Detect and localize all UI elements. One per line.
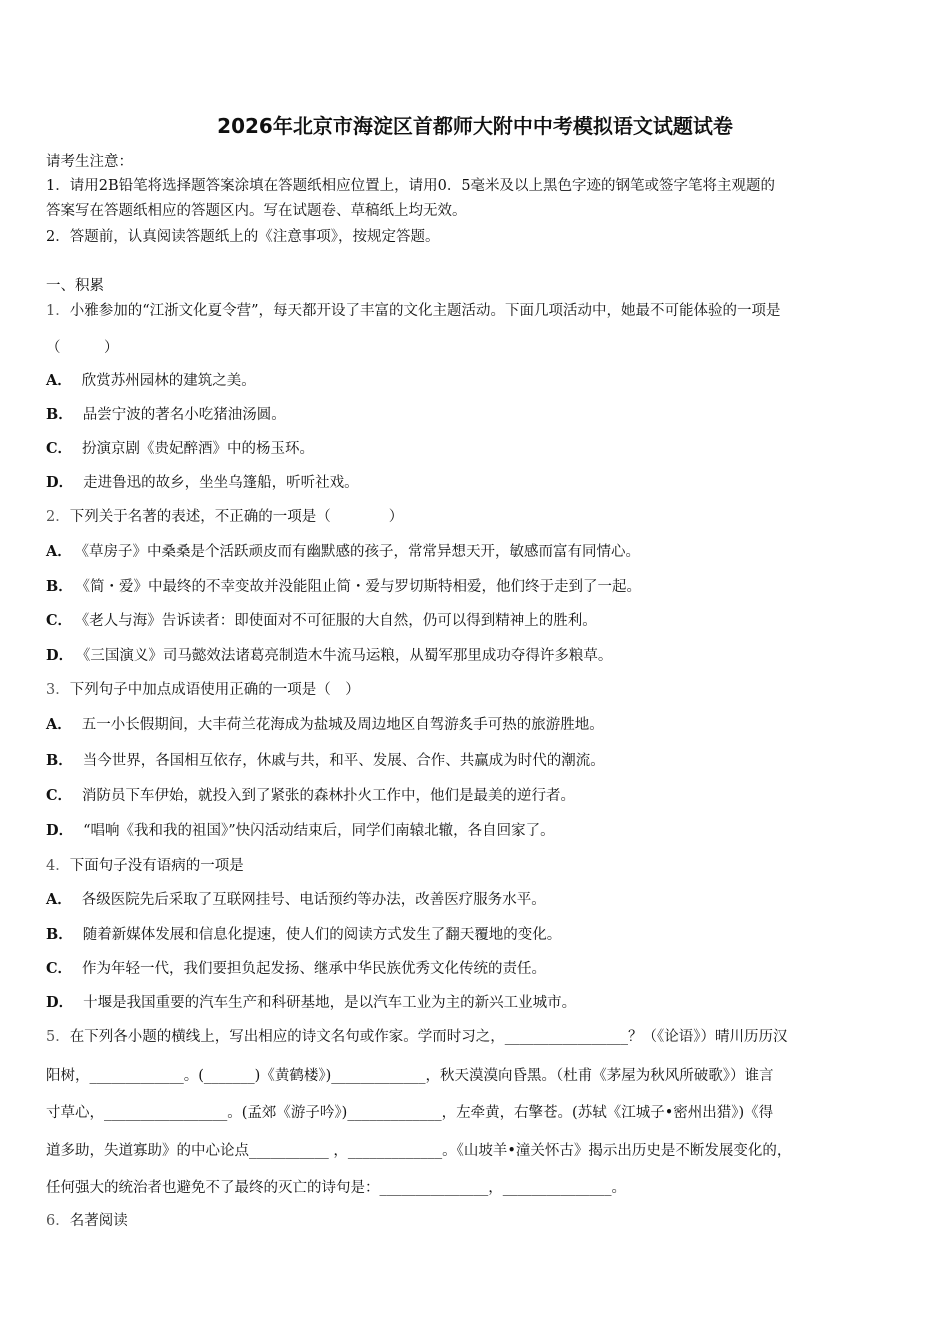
option-text: 作为年轻一代，我们要担负起发扬、继承中华民族优秀文化传统的责任。 [82, 961, 547, 977]
option-b [46, 576, 641, 598]
option-text: 五一小长假期间，大丰荷兰花海成为盐城及周边地区自驾游炙手可热的旅游胜地。 [81, 717, 604, 733]
option-text: 消防员下车伊始，就投入到了紧张的森林扑火工作中，他们是最美的逆行者。 [82, 788, 576, 804]
answer-paren: （ ） [46, 340, 119, 356]
question-stem: 名著阅读 [69, 1213, 128, 1229]
option-letter: A． [46, 891, 72, 908]
question-6 [46, 1210, 128, 1232]
option-letter: B． [46, 926, 73, 943]
question-5-line-2: 阳树，_____________。(_______)《黄鹤楼》)_____________，秋天漠漠向昏黑。（杜甫《茅屋为秋风所破歌》）谁言 [46, 1068, 774, 1084]
option-a [46, 714, 604, 736]
section-heading: 一、积累 [46, 278, 104, 294]
option-letter: C． [46, 960, 73, 977]
option-text: 《老人与海》告诉读者：即使面对不可征服的大自然，仍可以得到精神上的胜利。 [82, 613, 597, 629]
option-d [46, 820, 555, 842]
option-d [46, 472, 359, 494]
option-c [46, 438, 314, 460]
option-text: 《三国演义》司马懿效法诸葛亮制造木牛流马运粮，从蜀军那里成功夺得许多粮草。 [83, 648, 613, 664]
option-d [46, 645, 612, 667]
option-c [46, 610, 597, 632]
option-text: 品尝宁波的著名小吃猪油汤圆。 [82, 407, 286, 423]
option-b [46, 750, 605, 772]
option-text: 十堰是我国重要的汽车生产和科研基地，是以汽车工业为主的新兴工业城市。 [83, 995, 577, 1011]
option-letter: B． [46, 752, 73, 769]
option-letter: C． [46, 612, 73, 629]
question-stem: 下列句子中加点成语使用正确的一项是（ ） [69, 682, 360, 698]
question-number: 5． [46, 1029, 70, 1045]
option-text: 各级医院先后采取了互联网挂号、电话预约等办法，改善医疗服务水平。 [81, 892, 546, 908]
option-letter: D． [46, 647, 74, 664]
question-stem: 下列关于名著的表述，不正确的一项是（ ） [69, 509, 404, 525]
question-5-line-5: 任何强大的统治者也避免不了最终的灭亡的诗句是：_______________，_______________。 [46, 1180, 626, 1196]
question-number: 6． [46, 1213, 70, 1229]
question-5 [46, 1026, 787, 1048]
option-text: 《草房子》中桑桑是个活跃顽皮而有幽默感的孩子，常常异想天开，敏感而富有同情心。 [81, 544, 641, 560]
option-b [46, 924, 561, 946]
option-d [46, 992, 576, 1014]
question-number: 4． [46, 858, 70, 874]
option-letter: A． [46, 372, 72, 389]
option-text: 当今世界，各国相互依存，休戚与共，和平、发展、合作、共赢成为时代的潮流。 [82, 753, 605, 769]
option-text: 欣赏苏州园林的建筑之美。 [81, 373, 256, 389]
option-letter: C． [46, 787, 73, 804]
notice-line-3: 2．答题前，认真阅读答题纸上的《注意事项》，按规定答题。 [46, 229, 440, 245]
option-text: 走进鲁迅的故乡，坐坐乌篷船，听听社戏。 [83, 475, 359, 491]
option-text: 随着新媒体发展和信息化提速，使人们的阅读方式发生了翻天覆地的变化。 [82, 927, 562, 943]
question-stem: 下面句子没有语病的一项是 [69, 858, 244, 874]
option-letter: D． [46, 822, 74, 839]
question-number: 2． [46, 509, 70, 525]
option-a [46, 889, 546, 911]
notice-heading: 请考生注意： [46, 154, 133, 170]
question-5-line-4: 道多助，失道寡助》的中心论点___________ ，_____________。《山坡羊•潼关怀古》揭示出历史是不断发展变化的， [46, 1143, 792, 1159]
option-text: “唱响《我和我的祖国》”快闪活动结束后，同学们南辕北辙，各自回家了。 [83, 823, 555, 839]
question-5-line-3: 寸草心，_________________。(孟郊《游子吟》)_____________，左牵黄，右擎苍。(苏轼《江城子•密州出猎》)《得 [46, 1105, 774, 1121]
question-2 [46, 506, 403, 528]
option-text: 扮演京剧《贵妃醉酒》中的杨玉环。 [82, 441, 315, 457]
question-1 [46, 300, 781, 322]
option-letter: A． [46, 543, 72, 560]
option-b [46, 404, 286, 426]
option-c [46, 785, 575, 807]
notice-line-1: 1．请用2B铅笔将选择题答案涂填在答题纸相应位置上，请用0．5毫米及以上黑色字迹的钢笔或签字笔将主观题的 [46, 178, 776, 194]
option-letter: A． [46, 716, 72, 733]
option-letter: D． [46, 474, 74, 491]
option-c [46, 958, 546, 980]
notice-line-2: 答案写在答题纸相应的答题区内。写在试题卷、草稿纸上均无效。 [46, 203, 467, 219]
question-stem: 小雅参加的“江浙文化夏令营”，每天都开设了丰富的文化主题活动。下面几项活动中，她最不可能体验的一项是 [69, 303, 781, 319]
question-4 [46, 855, 244, 877]
option-text: 《简・爱》中最终的不幸变故并没能阻止简・爱与罗切斯特相爱，他们终于走到了一起。 [82, 579, 642, 595]
question-number: 1． [46, 303, 70, 319]
option-a [46, 541, 640, 563]
option-letter: C． [46, 440, 73, 457]
option-letter: D． [46, 994, 74, 1011]
option-a [46, 370, 256, 392]
question-stem-line-1: 在下列各小题的横线上，写出相应的诗文名句或作家。学而时习之，_________________？（《论语》）晴川历历汉 [69, 1029, 788, 1045]
option-letter: B． [46, 406, 73, 423]
question-number: 3． [46, 682, 70, 698]
option-letter: B． [46, 578, 73, 595]
question-3 [46, 679, 360, 701]
page-title: 2026年北京市海淀区首都师大附中中考模拟语文试题试卷 [217, 114, 733, 138]
